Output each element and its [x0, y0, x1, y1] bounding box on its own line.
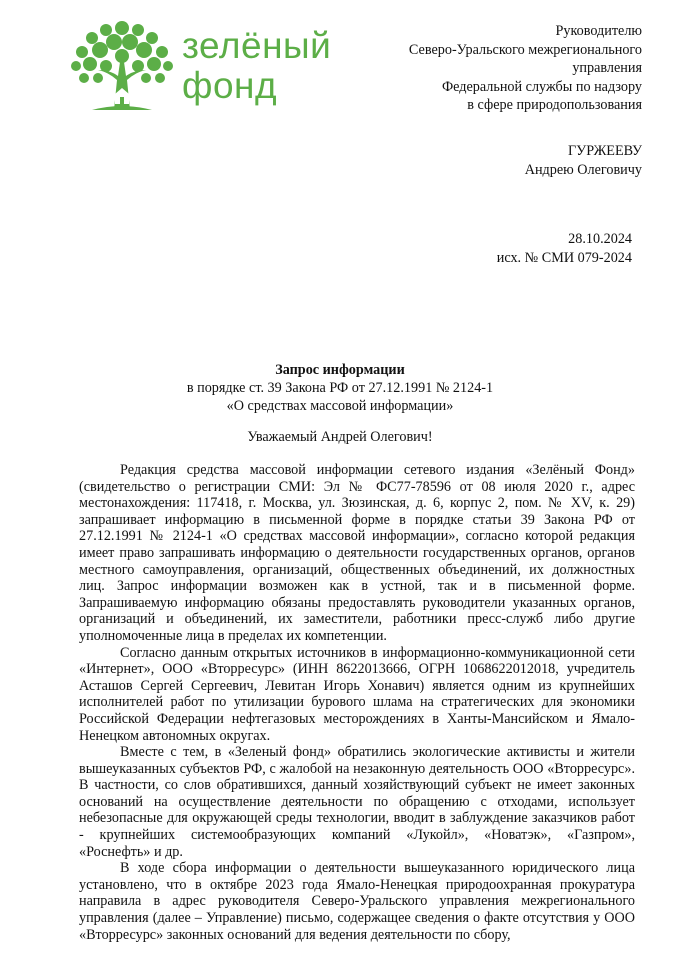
body-paragraph: Согласно данным открытых источников в информационно-коммуникационной сети «Интернет», ООО «Вторресурс» (ИНН 8622013666, ОГРН 1068622012018, учредитель Асташов Сергей Сергеевич, Левитан Игорь Хонавич) является одним из крупнейших исполнителей работ по утилизации бурового шлама на стратегических для экономики Российской Федерации нефтегазовых месторождениях в Ханты-Мансийском и Ямало-Ненецком автономных округах. — [79, 644, 635, 744]
title-line-3: «О средствах массовой информации» — [226, 398, 454, 414]
addressee-line: Северо-Уральского межрегионального — [408, 41, 642, 58]
addressee-line: Федеральной службы по надзору — [441, 78, 642, 95]
recipient-name — [525, 142, 642, 179]
title-heading: Запрос информации — [275, 362, 405, 378]
letter-body — [79, 462, 635, 943]
greeting: Уважаемый Андрей Олегович! — [247, 429, 433, 445]
recipient-surname: ГУРЖЕЕВУ — [567, 143, 642, 159]
body-paragraph: Редакция средства массовой информации сетевого издания «Зелёный Фонд» (свидетельство о регистрации СМИ: Эл № ФС77-78596 от 08 июля 2020 г., адрес местонахождения: 117418, г. Москва, ул. Зюзинская, д. 6, корпус 2, пом. № XV, к. 29) запрашивает информацию в письменной форме в порядке статьи 39 Закона РФ от 27.12.1991 № 2124-1 «О средствах массовой информации», согласно которой редакция имеет право запрашивать информацию о деятельности государственных органов, органов местного самоуправления, организаций, общественных объединений, их должностных лиц. Запрос информации возможен как в устной, так и в письменной форме. Запрашиваемую информацию обязаны предоставлять руководители указанных органов, организаций и объединений, их заместители, работники пресс-служб либо другие уполномоченные лица в пределах их компетенции. — [79, 462, 635, 644]
brand-line-1: зелёный — [182, 25, 332, 66]
document-title — [0, 361, 680, 415]
body-paragraph: В ходе сбора информации о деятельности вышеуказанного юридического лица установлено, что в октябре 2023 года Ямало-Ненецкая природоохранная прокуратура направила в адрес руководителя Северо-Уральского управления межрегионального управления (далее – Управление) письмо, содержащее сведения о факте отсутствия у ООО «Вторресурс» законных оснований для ведения деятельности по сбору, — [79, 860, 635, 943]
brand-wordmark — [182, 26, 331, 106]
recipient-given-names: Андрею Олеговичу — [524, 161, 642, 178]
addressee-line: управления — [572, 60, 642, 77]
addressee-block — [409, 22, 642, 115]
addressee-line: Руководителю — [555, 23, 642, 39]
outgoing-number: исх. № СМИ 079-2024 — [496, 249, 632, 266]
tree-logo-icon — [62, 18, 182, 114]
body-paragraph: Вместе с тем, в «Зеленый фонд» обратились экологические активисты и жители вышеуказанных субъектов РФ, с жалобой на незаконную деятельность ООО «Вторресурс». В частности, со слов обратившихся, данный хозяйствующий субъект не имеет законных оснований на осуществление деятельности по обращению с отходами, использует небезопасные для окружающей среды технологии, вводит в заблуждение заказчиков работ - крупнейших системообразующих компаний «Лукойл», «Новатэк», «Газпром», «Роснефть» и др. — [79, 744, 635, 860]
brand-line-2: фонд — [182, 65, 278, 106]
addressee-line: в сфере природопользования — [467, 97, 642, 114]
letter-date: 28.10.2024 — [568, 231, 632, 247]
letter-meta — [497, 230, 632, 267]
title-line-2: в порядке ст. 39 Закона РФ от 27.12.1991 № 2124-1 — [186, 380, 494, 396]
